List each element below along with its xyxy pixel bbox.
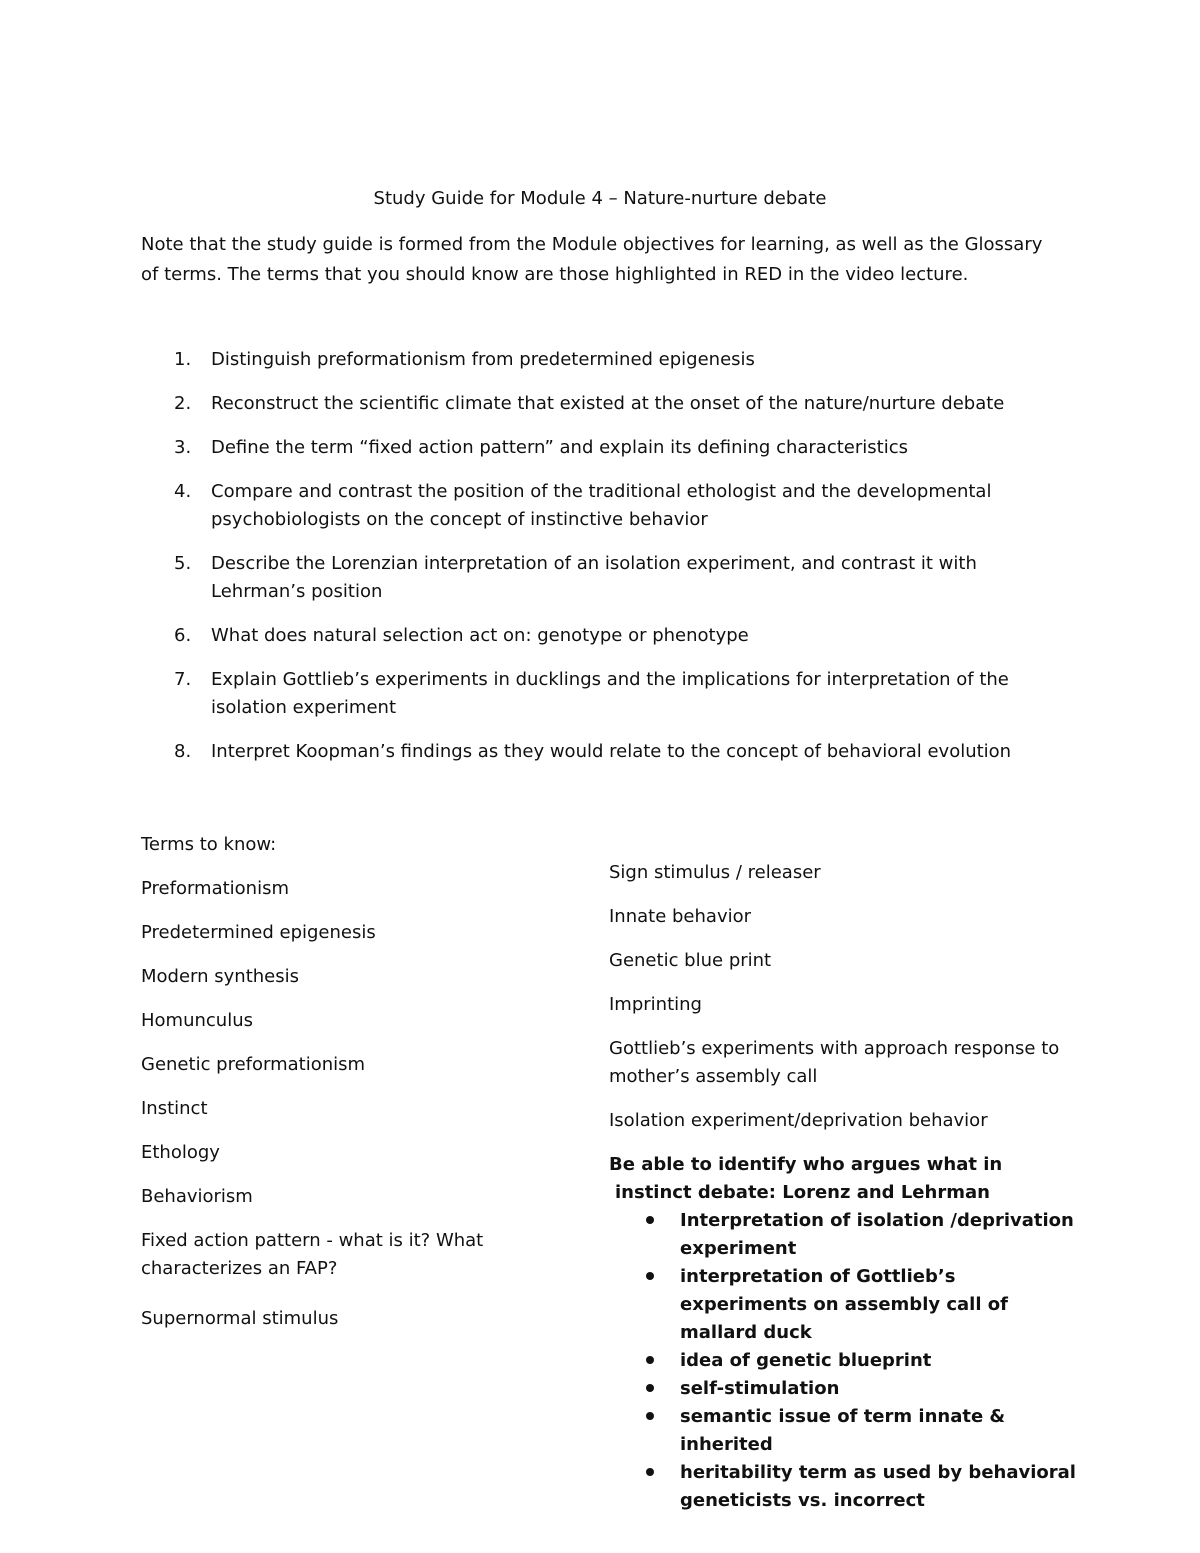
debate-point-text: interpretation of Gottlieb’s experiments on assembly call of mallard duck xyxy=(680,1266,1008,1343)
debate-heading-line: instinct debate: Lorenz and Lehrman xyxy=(615,1182,990,1203)
bullet-icon xyxy=(646,1384,654,1392)
term-item: Preformationism xyxy=(141,878,290,899)
objective-item xyxy=(141,434,1071,462)
debate-point-text: self-stimulation xyxy=(680,1378,840,1399)
objective-text: What does natural selection act on: genotype or phenotype xyxy=(211,625,749,646)
objective-item xyxy=(141,622,1071,650)
page-title: Study Guide for Module 4 – Nature-nurture debate xyxy=(373,188,827,209)
debate-heading xyxy=(609,1151,1079,1207)
term-item: Gottlieb’s experiments with approach response to mother’s assembly call xyxy=(609,1038,1060,1087)
debate-point xyxy=(609,1375,1079,1403)
objective-item xyxy=(141,478,1071,534)
bullet-icon xyxy=(646,1468,654,1476)
debate-heading-line: Be able to identify who argues what in xyxy=(609,1154,1003,1175)
objective-text: Define the term “fixed action pattern” and explain its defining characteristics xyxy=(211,437,908,458)
terms-left-column xyxy=(141,831,531,1349)
term-item: Genetic blue print xyxy=(609,950,772,971)
term-item: Predetermined epigenesis xyxy=(141,922,376,943)
objective-item xyxy=(141,346,1071,374)
objective-item xyxy=(141,550,1071,606)
term-item: Fixed action pattern - what is it? What characterizes an FAP? xyxy=(141,1230,484,1279)
bullet-icon xyxy=(646,1272,654,1280)
term-item: Modern synthesis xyxy=(141,966,299,987)
objective-text: Interpret Koopman’s findings as they would relate to the concept of behavioral evolution xyxy=(211,741,1012,762)
objective-number: 3. xyxy=(174,437,192,458)
term-item: Ethology xyxy=(141,1142,220,1163)
objectives-list xyxy=(141,346,1071,782)
objective-text: Compare and contrast the position of the traditional ethologist and the developmental psychobiologists on the concept of instinctive behavior xyxy=(211,481,992,530)
debate-point xyxy=(609,1403,1079,1459)
objective-number: 8. xyxy=(174,741,192,762)
objective-text: Distinguish preformationism from predetermined epigenesis xyxy=(211,349,755,370)
debate-point-text: semantic issue of term innate & inherited xyxy=(680,1406,1006,1455)
bullet-icon xyxy=(646,1356,654,1364)
objective-number: 1. xyxy=(174,349,192,370)
debate-point-text: heritability term as used by behavioral geneticists vs. incorrect xyxy=(680,1462,1076,1511)
objective-item xyxy=(141,390,1071,418)
intro-paragraph: Note that the study guide is formed from the Module objectives for learning, as well as the Glossary of terms. The terms that you should know are those highlighted in RED in the video lecture. xyxy=(141,234,1043,285)
term-item: Instinct xyxy=(141,1098,208,1119)
debate-point-text: Interpretation of isolation /deprivation experiment xyxy=(680,1210,1074,1259)
term-item: Isolation experiment/deprivation behavior xyxy=(609,1110,988,1131)
debate-point xyxy=(609,1459,1079,1515)
objective-number: 2. xyxy=(174,393,192,414)
debate-points-list xyxy=(609,1207,1079,1515)
terms-right-column xyxy=(609,859,1079,1515)
term-item: Sign stimulus / releaser xyxy=(609,862,821,883)
objective-number: 5. xyxy=(174,553,192,574)
objective-number: 4. xyxy=(174,481,192,502)
debate-point xyxy=(609,1207,1079,1263)
debate-point xyxy=(609,1347,1079,1375)
objective-number: 7. xyxy=(174,669,192,690)
term-item: Behaviorism xyxy=(141,1186,253,1207)
bullet-icon xyxy=(646,1412,654,1420)
debate-point-text: idea of genetic blueprint xyxy=(680,1350,932,1371)
objective-text: Explain Gottlieb’s experiments in ducklings and the implications for interpretation of the isolation experiment xyxy=(211,669,1009,718)
bullet-icon xyxy=(646,1216,654,1224)
objective-text: Describe the Lorenzian interpretation of an isolation experiment, and contrast it with Lehrman’s position xyxy=(211,553,977,602)
term-item: Supernormal stimulus xyxy=(141,1308,339,1329)
objective-item xyxy=(141,666,1071,722)
debate-point xyxy=(609,1263,1079,1347)
objective-text: Reconstruct the scientific climate that existed at the onset of the nature/nurture debate xyxy=(211,393,1005,414)
objective-item xyxy=(141,738,1071,766)
term-item: Innate behavior xyxy=(609,906,752,927)
terms-heading: Terms to know: xyxy=(141,834,277,855)
term-item: Homunculus xyxy=(141,1010,253,1031)
objective-number: 6. xyxy=(174,625,192,646)
term-item: Genetic preformationism xyxy=(141,1054,366,1075)
term-item: Imprinting xyxy=(609,994,702,1015)
